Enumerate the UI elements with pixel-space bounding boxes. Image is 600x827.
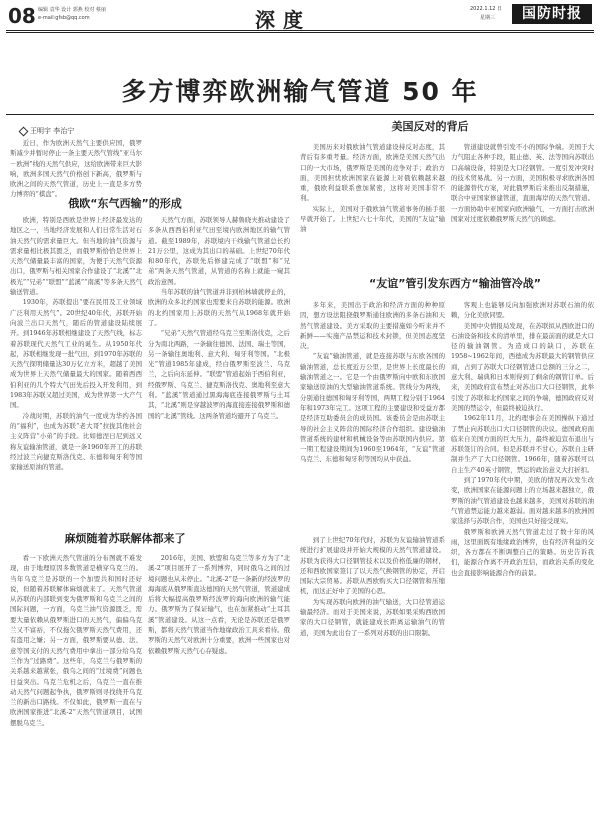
paragraph: “兄弟”天然气管道经乌克兰至斯洛伐克，之后分为南北两路，一条输往德国、法国、瑞士等国，另一条输往奥地利、意大利、匈牙利等国。“北极光”管道1985年建成，经白俄罗斯至波兰、乌克兰，之后向东延伸。“联盟”管道起始于西伯利亚，经俄罗斯、乌克兰、捷克斯洛伐克、奥地利至意大利。“蓝溪”管道通过黑海海底连接俄罗斯与土耳其，“北溪”则是穿越波罗的海直接连接俄罗斯和德国的“北溪”管线。这两条管道均避开了乌克兰。 (148, 329, 290, 420)
email-text: e-mail:gfsb@qq.com (38, 15, 90, 21)
paragraph: 为实现苏联向欧洲的油气输送，大口径管道运输最经济。而对于美国来说，苏联如果采购西欧国家的大口径钢管，就能建成长距离运输油气的管道，美国为此出台了一系列对苏联的出口限制。 (300, 597, 445, 637)
issue-weekday: 星期三 (480, 15, 496, 21)
paragraph: 1930年，苏联提出“要在民用及工业领域广泛利用天然气”。20世纪40年代，苏联开始向波兰出口天然气，随后的管道建设陆续展开。到1946年苏联相继建设了天然气线，标志着苏联现代天然气工业的诞生。从1950年代起，苏联相继发现一批气田，到1970年苏联的天然气探明储量达30万亿立方米，超越了美国成为世界上天然气储量最大的国家。随着西西伯利亚的几个特大气田先后投入开发利用，到1983年苏联又超过美国，成为世界第一大产气国。 (10, 298, 142, 410)
newspaper-logo: 国防时报 (512, 4, 592, 24)
paragraph: “友谊”输油管道，就是连接苏联与东欧各国的输油管道，总长度近万公里，是世界上长度最长的输油管道之一。它是一个由俄罗斯向中欧和东欧国家输送原油的大型输油管道系统。管线分为两线，分别通往德国和匈牙利等国，两期工程分别于1964年和1973年完工。这项工程的主要建设和受益方都是经济互助委员会的成员国。该委员会是由苏联主导的社会主义阵营的国际经济合作组织。建设输油管道系统的建材和机械设备等由苏联国内供应。第一期工程建设期间为1960至1964年，“友谊”管道乌克兰、东德和匈牙利等国均从中获益。 (300, 352, 445, 464)
section1-text-col1 (10, 215, 142, 520)
paragraph: 当年苏联的油气管道并非到柏林墙就停止的，欧洲的众多北约国家也需要来自苏联的能源。欧洲的北约国家用上苏联的天然气从1968年就开始了。 (148, 288, 290, 327)
section2-text-col1 (10, 553, 142, 823)
paragraph: 1962年11月，北约理事会在美国操纵下通过了禁止向苏联出口大口径钢管的决议。德国政府面临来自美国方面的巨大压力，最终被迫宣布退出与苏联签订的合同。但是苏联并不甘心，苏联自主研制并生产了大口径钢管。1966年，随着苏联可以自主生产40英寸钢管，禁运的政治意义大打折扣。 (451, 414, 594, 474)
paragraph: 到了1970年代中期，美欧的情况再次发生改变，欧洲国家在能源问题上的立场越来越独立，俄罗斯的油气管道建设也越来越多，美国对苏联的油气管道禁运能力越来越弱。面对越来越多的欧洲国家选择与苏联合作，美国也只好接受现实。 (451, 476, 594, 526)
intro-text-cont (148, 138, 290, 193)
byline-marker-icon (19, 126, 29, 136)
section4-text-col2 (451, 300, 594, 823)
paragraph: 欧洲，特别是西欧是世界上经济最发达的地区之一，当地经济发展和人们日常生活对石油天然气的需求量巨大。但当地的油气资源与需求量相比极其匮乏，而俄罗斯恰恰是世界上天然气储量最丰富的国家，为便于天然气资源出口，俄罗斯与相关国家合作建设了“北溪”“北极光”“兄弟”“联盟”“蓝溪”“南溪”等多条天然气输送管道。 (10, 216, 142, 297)
issue-date: 2022.1.12 日 (470, 6, 503, 12)
paragraph: 客观上也能够反向加强欧洲对苏联石油的依赖，分化美欧同盟。 (451, 301, 594, 320)
byline (20, 126, 74, 136)
paragraph: 多年来，美国出于政治和经济方面的种种原因，想方设法阻挠俄罗斯通往欧洲的多条石油和天然气管道建设。美方采取的主要措施如今听来并不新鲜——实施产品禁运和技术封锁，但美国态度坚决。 (300, 301, 445, 351)
section1-text-col2 (148, 215, 290, 520)
subhead-formation: 俄欧“东气西输”的形成 (68, 197, 182, 210)
headline-rule (6, 114, 594, 115)
header-rule (6, 30, 594, 31)
page-header (0, 0, 600, 32)
byline-text: 王明宇 李治宁 (30, 127, 75, 135)
subhead-us-opposition: 美国反对的背后 (391, 120, 469, 133)
section-title: 深度 (255, 8, 311, 32)
section2-text-col2 (148, 553, 290, 823)
subhead-trouble: 麻烦随着苏联解体都来了 (64, 532, 186, 545)
paragraph: 俄罗斯和欧洲天然气管道走过了数十年的风雨，这里面既有地缘政治博弈，也有经济利益的交织，各方都在不断调整自己的策略。历史告诉我们，能源合作离不开政治互信，而政治关系的变化也会直接影响能源合作的前景。 (451, 527, 594, 577)
header-rule-thin (6, 32, 594, 33)
subhead-friendship-pipeline: “友谊”管引发东西方“输油管冷战” (369, 277, 541, 290)
article-headline: 多方博弈欧洲输气管道 50 年 (121, 77, 479, 106)
paragraph: 美国中央情报局发现，在苏联拟从西欧进口的石油设备和技术的清单里，排在最前面的就是大口径的输油钢管。为造成口的缺口，苏联在1958~1962年间，西德成为苏联最大的钢管供应商，占到了苏联大口径钢管进口总额的三分之二，意大利、瑞典和日本则得到了剩余的钢管订单。后来，美国政府宣布禁止对苏出口大口径钢管，此举引发了苏联和北约国家之间的争端，德国政府反对美国的禁运令，但最终被迫执行。 (451, 321, 594, 412)
paragraph: 美国历来对俄欧油气管道建设持反对态度，其背后有多重考量。经济方面，欧洲是美国天然气出口的一大市场，俄罗斯是美国的竞争对手；政治方面，美国担忧欧洲国家在能源上对俄依赖越来越重，俄欧利益联系愈加紧密，这将对美国非常不利。 (300, 143, 445, 203)
paragraph: 到了上世纪70年代时，苏联为友谊输油管道系统进行扩展建设并开始大规模的天然气管道建设。苏联为获得大口径钢管技术以及价格低廉的钢材，还和西欧国家签订了以天然气换钢管的协定，开启国际大宗贸易。苏联从西欧购买大口径钢管和压缩机，而这正好中了美国的心思。 (300, 536, 445, 596)
page-number: 08 (8, 4, 36, 28)
paragraph: 看一下欧洲天然气管道的分布图就不难发现，由于地理原因多数管道是横穿乌克兰的。当年乌克兰是苏联的一个加盟共和国时还好说，但随着苏联解体麻烦就来了。天然气管道从苏联的内部联到变为俄罗斯和乌克兰之间的国际问题，一方面，乌克兰油气资源匮乏，需要大量依赖从俄罗斯进口的天然气，偏偏乌克兰又不富裕，不仅拖欠俄罗斯天然气费用，还有盗用之嫌；另一方面，俄罗斯要从德、法、意等国支付的天然气费用中拿出一部分给乌克兰作为“过路费”。这些年，乌克兰与俄罗斯的关系越来越紧张，俄乌之间的“过境费”问题也日益突出。乌克兰危机之后，乌克兰一直在推动天然气问题起争执，俄罗斯则寻找绕开乌克兰的新出口路线。不仅如此，俄罗斯一直在与欧洲国家推进“北溪-2”天然气管道项目，试图摆脱乌克兰。 (10, 554, 142, 727)
paragraph: 近日，作为欧洲天然气主要供应国，俄罗斯减少并暂时停止一条主要天然气管线“亚马尔－欧洲”线的天然气供应，这给欧洲带来巨大影响，欧洲多国天然气价格创下新高，俄罗斯与欧洲之间的天然气管道，历史上一直是多方势力博弈的“棋盘”。 (10, 139, 142, 199)
editor-line: 编辑 袁华 设计 郭燕 校对 蔡丽 (38, 7, 106, 13)
intro-text (10, 138, 142, 199)
section3-text-col1 (300, 142, 445, 270)
section4-text-col1a (300, 300, 445, 530)
section3-text-col2 (451, 142, 594, 270)
section4-text-col1b (300, 535, 445, 823)
paragraph: 冷战时期，苏联的油气一度成为华约各国的“福利”，也成为苏联“老大哥”拉拢其他社会主义阵营“小弟”的手段。比如德涅日尼到远又称友谊输油管道，就是一条1960年开工的苏联经过波兰向捷克斯洛伐克、东德和匈牙利等国家输送原油的管道。 (10, 411, 142, 472)
paragraph: 2016年，美国、欧盟和乌克兰等多方为了“北溪-2”项目展开了一系列博弈，同时俄乌之间的过境问题也从未停止。“北溪-2”是一条新的经波罗的海海底从俄罗斯直达德国的天然气管道，管道建成后将大幅提高俄罗斯经波罗的海向欧洲的输气能力。俄罗斯为了保证输气，也在加紧推动“土耳其溪”管道建设。从这一点看，无论是苏联还是俄罗斯，都将天然气管道当作地缘政治工具来看待。俄罗斯的天然气对欧洲十分重要，欧洲一些国家也对依赖俄罗斯天然气心存疑虑。 (148, 554, 290, 655)
paragraph: 管道建设就曾引发不小的国际争端。美国于大力气阻止各种手段，阻止德、英、法等国向苏联出口高端设备，特别是大口径钢管。一度引发冲突时的技术贸易战。另一方面，美国积极寻求欧洲各国的能源替代方案，对此俄罗斯后来推出反制措施，联合中亚国家修建管道，直面海岸的天然气管道。一方面协助中亚国家向欧洲输气，一方面打击欧洲国家对过度依赖俄罗斯天然气的顾虑。 (451, 143, 594, 224)
paragraph: 实际上，美国对于俄欧油气管道事务的插手很早就开始了。上世纪六七十年代，美国的“友谊”输油 (300, 204, 445, 234)
paragraph: 天然气方面，苏联领导人赫鲁晓夫推动建设了多条从西西伯利亚气田至境内欧洲地区的输气管道。截至1989年，苏联境内干线输气管道总长约21万公里，这成为其出口的基础。上世纪70年代和80年代，苏联先后修建完成了“联盟”和“兄弟”两条天然气管道，从管道的名称上就能一窥其政治意图。 (148, 216, 290, 286)
